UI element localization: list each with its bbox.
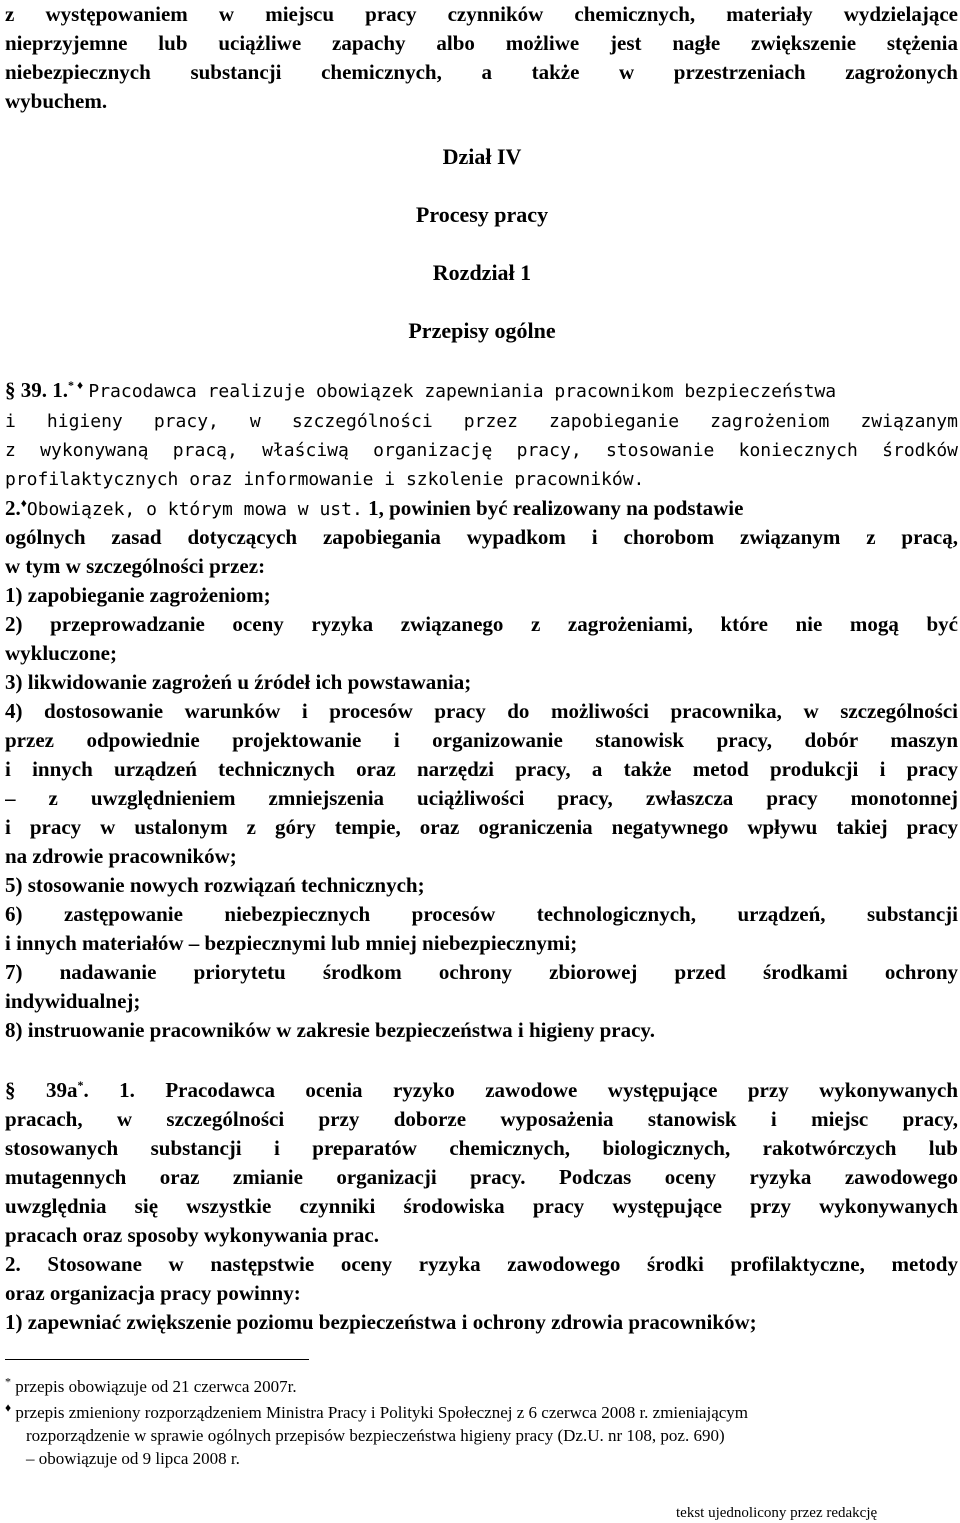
chapter-title: Przepisy ogólne	[408, 318, 556, 343]
footnote-line: rozporządzenie w sprawie ogólnych przepisów bezpieczeństwa higieny pracy (Dz.U. nr 108, poz. 690)	[26, 1426, 725, 1445]
paragraph-number: 2.	[5, 496, 21, 520]
intro-line: wybuchem.	[5, 89, 108, 113]
paragraph-line: 2. Stosowane w następstwie oceny ryzyka zawodowego środki profilaktyczne, metody	[5, 1252, 958, 1276]
list-item: 6) zastępowanie niebezpiecznych procesów technologicznych, urządzeń, substancji	[5, 902, 958, 926]
paragraph-line: ogólnych zasad dotyczących zapobiegania wypadkom i chorobom związanym z pracą,	[5, 525, 958, 549]
paragraph-text: Obowiązek, o którym mowa w ust.	[26, 499, 363, 520]
footnote-star	[5, 1376, 297, 1398]
paragraph-number: . 1.	[83, 1078, 135, 1102]
footnote-line: – obowiązuje od 9 lipca 2008 r.	[26, 1449, 240, 1468]
paragraph-line: z wykonywaną pracą, właściwą organizację pracy, stosowanie koniecznych środków	[5, 440, 958, 461]
paragraph-line: w tym w szczególności przez:	[5, 554, 266, 578]
section-sign: §	[5, 378, 16, 402]
list-item: 3) likwidowanie zagrożeń u źródeł ich powstawania;	[5, 670, 472, 694]
star-mark: *	[77, 1078, 84, 1092]
list-item: 5) stosowanie nowych rozwiązań technicznych;	[5, 873, 425, 897]
star-mark: *	[5, 1374, 11, 1389]
paragraph-line: oraz organizacja pracy powinny:	[5, 1281, 301, 1305]
section-sign: §	[5, 1078, 16, 1102]
article-39-para-2-first-line	[5, 494, 958, 524]
diamond-mark: ♦	[20, 496, 27, 510]
article-39-para-1-first-line	[5, 376, 958, 406]
editorial-note: tekst ujednolicony przez redakcję	[676, 1505, 878, 1521]
footnote-divider	[5, 1359, 309, 1360]
intro-line: niebezpiecznych substancji chemicznych, a także w przestrzeniach zagrożonych	[5, 60, 958, 84]
footnote-text: przepis obowiązuje od 21 czerwca 2007r.	[15, 1377, 297, 1396]
list-item: 1) zapewniać zwiększenie poziomu bezpieczeństwa i ochrony zdrowia pracowników;	[5, 1310, 757, 1334]
article-number: 39a	[45, 1078, 78, 1102]
list-item: 4) dostosowanie warunków i procesów pracy do możliwości pracownika, w szczególności	[5, 699, 958, 723]
paragraph-line: profilaktycznych oraz informowanie i szkolenie pracowników.	[5, 469, 645, 490]
intro-line: z występowaniem w miejscu pracy czynników chemicznych, materiały wydzielające	[5, 2, 958, 26]
list-item: przez odpowiednie projektowanie i organizowanie stanowisk pracy, dobór maszyn	[5, 728, 958, 752]
list-item: – z uwzględnieniem zmniejszenia uciążliwości pracy, zwłaszcza pracy monotonnej	[5, 786, 958, 810]
list-item: wykluczone;	[5, 641, 117, 665]
diamond-mark: ♦	[5, 1400, 12, 1415]
list-item: i innych urządzeń technicznych oraz narzędzi pracy, a także metod produkcji i pracy	[5, 757, 958, 781]
paragraph-text: Pracodawca ocenia ryzyko zawodowe występujące przy wykonywanych	[165, 1078, 958, 1102]
list-item: 2) przeprowadzanie oceny ryzyka związanego z zagrożeniami, które nie mogą być	[5, 612, 958, 636]
list-item: indywidualnej;	[5, 989, 141, 1013]
paragraph-line: pracach, w szczególności przy doborze wyposażenia stanowisk i miejsc pracy,	[5, 1107, 958, 1131]
chapter-heading: Rozdział 1	[432, 260, 532, 285]
list-item: i innych materiałów – bezpiecznymi lub mniej niebezpiecznymi;	[5, 931, 578, 955]
paragraph-line: uwzględnia się wszystkie czynniki środowiska pracy występujące przy wykonywanych	[5, 1194, 958, 1218]
list-item: 8) instruowanie pracowników w zakresie bezpieczeństwa i higieny pracy.	[5, 1018, 655, 1042]
intro-line: nieprzyjemne lub uciążliwe zapachy albo możliwe jest nagłe zwiększenie stężenia	[5, 31, 958, 55]
paragraph-line: stosowanych substancji i preparatów chemicznych, biologicznych, rakotwórczych lub	[5, 1136, 958, 1160]
paragraph-text: Pracodawca realizuje obowiązek zapewniania pracownikom bezpieczeństwa	[88, 381, 837, 402]
list-item: 7) nadawanie priorytetu środkom ochrony zbiorowej przed środkami ochrony	[5, 960, 958, 984]
article-39a-first-line	[5, 1076, 958, 1105]
article-number: 39. 1.	[20, 378, 68, 402]
footnote-text: przepis zmieniony rozporządzeniem Ministra Pracy i Polityki Społecznej z 6 czerwca 2008 r. zmieniającym	[15, 1403, 749, 1422]
paragraph-line: pracach oraz sposoby wykonywania prac.	[5, 1223, 379, 1247]
division-title: Procesy pracy	[415, 202, 549, 227]
amendment-marks: * ♦	[68, 378, 84, 392]
paragraph-line: i higieny pracy, w szczególności przez zapobieganie zagrożeniom związanym	[5, 411, 958, 432]
footnote-diamond	[5, 1402, 748, 1424]
division-heading: Dział IV	[442, 144, 522, 169]
paragraph-line: mutagennych oraz zmianie organizacji pracy. Podczas oceny ryzyka zawodowego	[5, 1165, 958, 1189]
list-item: i pracy w ustalonym z góry tempie, oraz ograniczenia negatywnego wpływu takiej pracy	[5, 815, 958, 839]
list-item: na zdrowie pracowników;	[5, 844, 237, 868]
paragraph-text: 1, powinien być realizowany na podstawie	[368, 496, 744, 520]
list-item: 1) zapobieganie zagrożeniom;	[5, 583, 271, 607]
